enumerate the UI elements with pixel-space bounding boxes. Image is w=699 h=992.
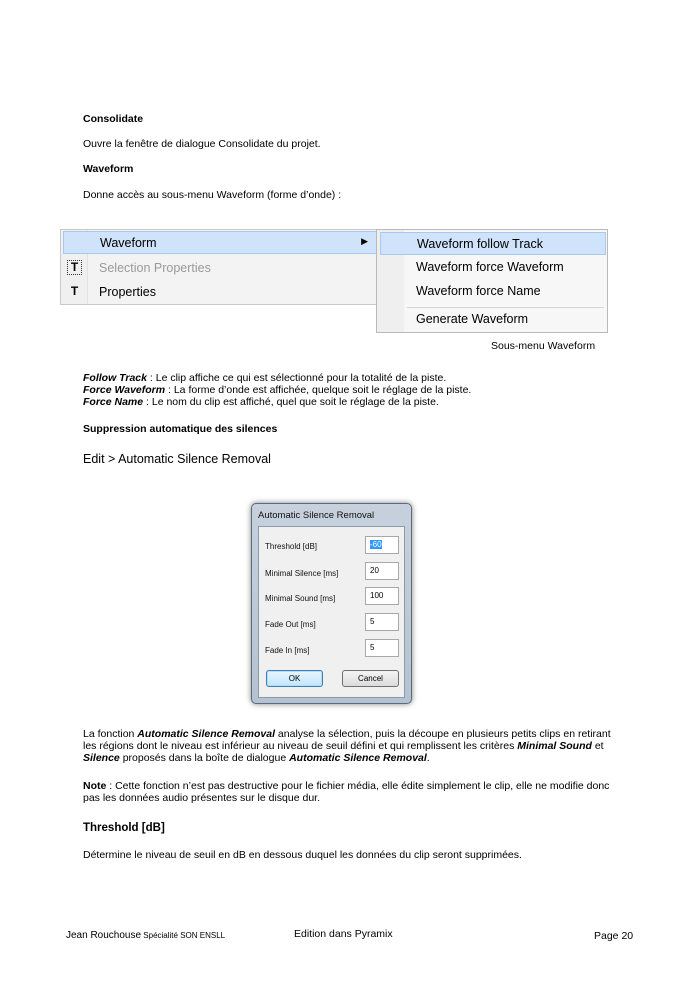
para-text: proposés dans la boîte de dialogue: [119, 752, 290, 764]
menu-path: Edit > Automatic Silence Removal: [83, 452, 271, 466]
properties-icon: T: [70, 284, 79, 298]
submenu-item-label: Generate Waveform: [416, 312, 529, 326]
minimal-silence-input[interactable]: [365, 562, 399, 580]
menu-item-selection-properties[interactable]: [63, 257, 377, 280]
para-text: .: [426, 752, 430, 764]
fade-out-value: 5: [370, 617, 375, 626]
fade-out-input[interactable]: [365, 613, 399, 631]
definition-text: : La forme d’onde est affichée, quelque soit le réglage de la piste.: [165, 384, 472, 396]
para-text: analyse la sélection, puis la découpe en plusieurs petits clips en retirant les régions dont le niveau est inférieur au niveau de seuil défini et qui remplissent les critères: [83, 728, 611, 752]
minimal-sound-input[interactable]: [365, 587, 399, 605]
field-label-minimal-sound: Minimal Sound [ms]: [265, 594, 336, 603]
waveform-submenu: [376, 229, 608, 333]
definition-text: : Le clip affiche ce qui est sélectionné pour la totalité de la piste.: [147, 372, 447, 384]
note-text: : Cette fonction n’est pas destructive pour le fichier média, elle édite simplement le clip, elle ne modifie donc pas les données audio présentes sur le disque dur.: [83, 780, 610, 804]
submenu-item-generate-waveform[interactable]: [380, 308, 606, 331]
paragraph-function: [83, 728, 613, 764]
heading-waveform: Waveform: [83, 163, 134, 175]
submenu-item-label: Waveform follow Track: [417, 237, 543, 251]
field-label-fade-out: Fade Out [ms]: [265, 620, 316, 629]
footer-page-number: Page 20: [594, 930, 634, 942]
text-consolidate: Ouvre la fenêtre de dialogue Consolidate du projet.: [83, 138, 321, 150]
note-label: Note: [83, 780, 107, 792]
selection-properties-icon: T: [67, 260, 82, 275]
context-menu: [60, 229, 378, 305]
para-emphasis: Minimal Sound: [517, 740, 592, 752]
definition-follow-track: [83, 372, 446, 384]
dialog-title: Automatic Silence Removal: [258, 510, 375, 521]
definition-force-name: [83, 396, 439, 408]
footer-author: Jean Rouchouse: [66, 930, 142, 941]
menu-item-label: Selection Properties: [99, 261, 211, 275]
definition-term: Follow Track: [83, 372, 147, 384]
submenu-item-label: Waveform force Name: [416, 284, 541, 298]
threshold-value: -60: [370, 540, 382, 549]
text-threshold: Détermine le niveau de seuil en dB en dessous duquel les données du clip seront supprimées.: [83, 849, 522, 861]
menu-item-properties[interactable]: [63, 281, 377, 304]
automatic-silence-removal-dialog: [251, 503, 412, 704]
cancel-button[interactable]: Cancel: [342, 670, 399, 687]
definition-term: Force Name: [83, 396, 144, 408]
heading-silence-removal: Suppression automatique des silences: [83, 423, 278, 435]
submenu-item-follow-track[interactable]: [380, 232, 606, 255]
submenu-item-force-name[interactable]: [380, 280, 606, 303]
field-label-threshold: Threshold [dB]: [265, 542, 318, 551]
footer-title: Edition dans Pyramix: [294, 928, 393, 940]
menu-item-label: Waveform: [100, 236, 157, 250]
definition-force-waveform: [83, 384, 471, 396]
dialog-body: [258, 526, 405, 698]
para-emphasis: Automatic Silence Removal: [289, 752, 427, 764]
para-text: La fonction: [83, 728, 138, 740]
heading-threshold: Threshold [dB]: [83, 822, 165, 834]
menu-item-waveform[interactable]: [63, 231, 377, 254]
para-text: et: [591, 740, 604, 752]
definition-term: Force Waveform: [83, 384, 166, 396]
minimal-sound-value: 100: [370, 591, 384, 600]
fade-in-input[interactable]: [365, 639, 399, 657]
submenu-arrow-icon: ▶: [361, 236, 368, 246]
submenu-item-force-waveform[interactable]: [380, 256, 606, 279]
paragraph-note: [83, 780, 613, 804]
fade-in-value: 5: [370, 643, 375, 652]
field-label-minimal-silence: Minimal Silence [ms]: [265, 569, 339, 578]
ok-button[interactable]: OK: [266, 670, 323, 687]
footer-affiliation: Spécialité SON ENSLL: [141, 931, 226, 940]
para-emphasis: Automatic Silence Removal: [137, 728, 276, 740]
submenu-item-label: Waveform force Waveform: [416, 260, 564, 274]
para-emphasis: Silence: [83, 752, 120, 764]
threshold-input[interactable]: [365, 536, 399, 554]
text-waveform: Donne accès au sous-menu Waveform (forme d’onde) :: [83, 189, 342, 201]
definition-text: : Le nom du clip est affiché, quel que soit le réglage de la piste.: [143, 396, 439, 408]
figure-caption: Sous-menu Waveform: [491, 340, 596, 352]
footer-author-line: [66, 930, 225, 941]
heading-consolidate: Consolidate: [83, 113, 144, 125]
menu-item-label: Properties: [99, 285, 156, 299]
field-label-fade-in: Fade In [ms]: [265, 646, 310, 655]
minimal-silence-value: 20: [370, 566, 379, 575]
